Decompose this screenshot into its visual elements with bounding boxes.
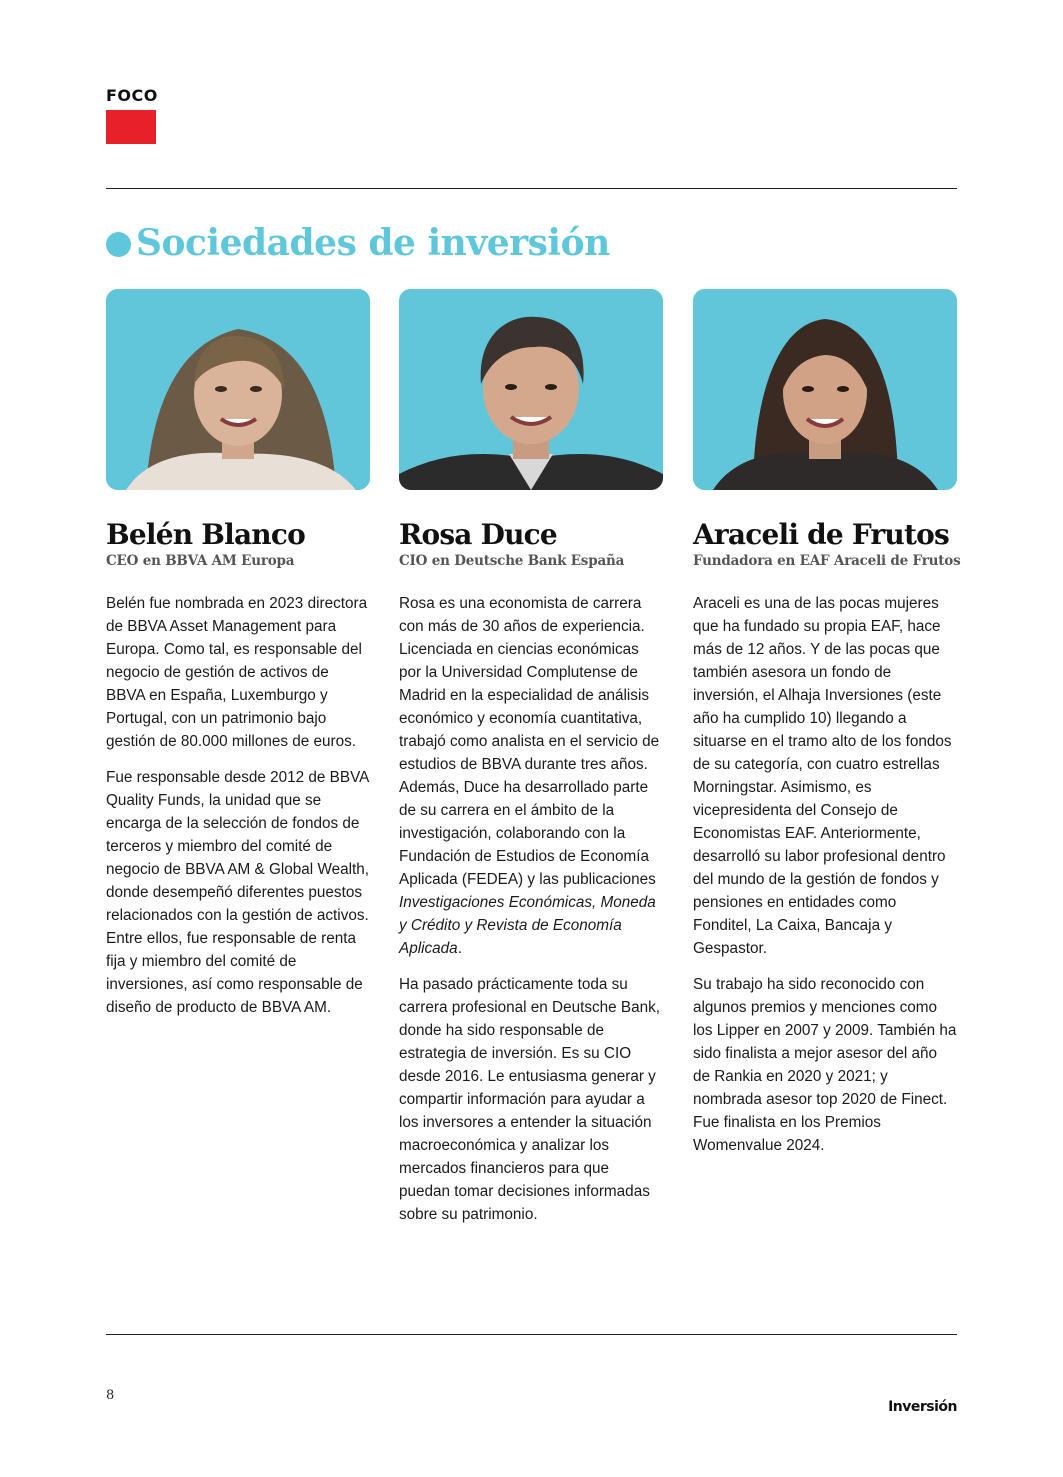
- title-bullet-icon: [106, 232, 131, 257]
- profile-bio: [399, 592, 663, 1226]
- page-title: Sociedades de inversión: [136, 222, 610, 264]
- bio-paragraph: Ha pasado prácticamente toda su carrera profesional en Deutsche Bank, donde ha sido responsable de estrategia de inversión. Es su CIO desde 2016. Le entusiasma generar y compartir información para ayudar a los inversores a entender la situación macroeconómica y analizar los mercados financieros para que puedan tomar decisiones informadas sobre su patrimonio.: [399, 976, 661, 1223]
- portrait-illustration: [399, 289, 663, 490]
- bottom-divider: [106, 1334, 957, 1335]
- bio-paragraph: Su trabajo ha sido reconocido con algunos premios y menciones como los Lipper en 2007 y 2009. También ha sido finalista a mejor asesor del año de Rankia en 2020 y 2021; y nombrada asesor top 2020 de Finect. Fue finalista en los Premios Womenvalue 2024.: [693, 976, 957, 1154]
- profile-belen-blanco: [106, 289, 370, 1032]
- profile-araceli-de-frutos: [693, 289, 961, 1170]
- bio-paragraph: Fue responsable desde 2012 de BBVA Quality Funds, la unidad que se encarga de la selección de fondos de terceros y miembro del comité de negocio de BBVA AM & Global Wealth, donde desempeñó diferentes puestos relacionados con la gestión de activos. Entre ellos, fue responsable de renta fija y miembro del comité de inversiones, así como responsable de diseño de producto de BBVA AM.: [106, 769, 370, 1016]
- bio-paragraph: Belén fue nombrada en 2023 directora de BBVA Asset Management para Europa. Como tal, es responsable del negocio de gestión de activos de BBVA en España, Luxemburgo y Portugal, con un patrimonio bajo gestión de 80.000 millones de euros.: [106, 595, 368, 750]
- bio-text: Rosa es una economista de carrera con más de 30 años de experiencia. Licenciada en ciencias económicas por la Universidad Complutense de Madrid en la especialidad de análisis económico y economía cuantitativa, trabajó como analista en el servicio de estudios de BBVA durante tres años. Además, Duce ha desarrollado parte de su carrera en el ámbito de la investigación, colaborando con la Fundación de Estudios de Economía Aplicada (FEDEA) y las publicaciones: [399, 595, 660, 888]
- section-color-block: [106, 110, 156, 144]
- bio-paragraph: [399, 592, 663, 960]
- publication-brand: Inversión: [888, 1399, 957, 1415]
- portrait-illustration: [693, 289, 957, 490]
- profile-role: Fundadora en EAF Araceli de Frutos: [693, 553, 961, 569]
- profile-rosa-duce: [399, 289, 663, 1239]
- bio-text-end: .: [457, 940, 462, 957]
- profile-name: Belén Blanco: [106, 518, 305, 551]
- profile-role: CEO en BBVA AM Europa: [106, 553, 295, 569]
- top-divider: [106, 188, 957, 189]
- section-label: FOCO: [106, 86, 158, 105]
- bio-italic-publications: Investigaciones Económicas, Moneda y Crédito y Revista de Economía Aplicada: [399, 894, 656, 957]
- portrait-illustration: [106, 289, 370, 490]
- profile-role: CIO en Deutsche Bank España: [399, 553, 625, 569]
- portrait-photo: [106, 289, 370, 490]
- profile-bio: [693, 592, 957, 1157]
- bio-paragraph: Araceli es una de las pocas mujeres que ha fundado su propia EAF, hace más de 12 años. Y de las pocas que también asesora un fondo de inversión, el Alhaja Inversiones (este año ha cumplido 10) llegando a situarse en el tramo alto de los fondos de su categoría, con cuatro estrellas Morningstar. Asimismo, es vicepresidenta del Consejo de Economistas EAF. Anteriormente, desarrolló su labor profesional dentro del mundo de la gestión de fondos y pensiones en entidades como Fonditel, La Caixa, Bancaja y Gespastor.: [693, 595, 952, 957]
- profile-name: Rosa Duce: [399, 518, 557, 551]
- profile-bio: [106, 592, 370, 1019]
- portrait-photo: [399, 289, 663, 490]
- profile-name: Araceli de Frutos: [693, 518, 949, 551]
- portrait-photo: [693, 289, 957, 490]
- title-row: [106, 222, 610, 264]
- page-number: 8: [106, 1388, 115, 1403]
